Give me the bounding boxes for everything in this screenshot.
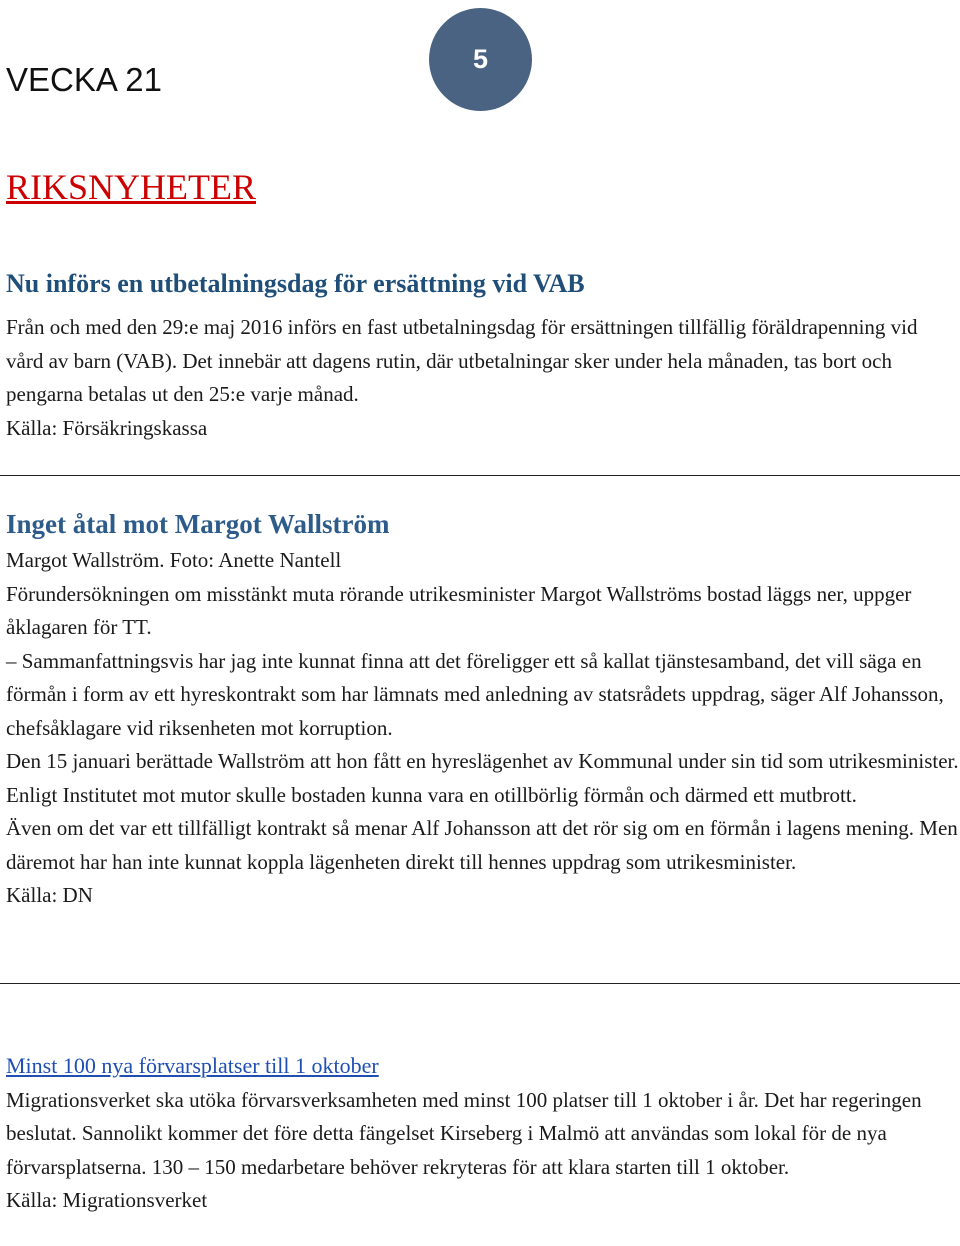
article-paragraph: Förundersökningen om misstänkt muta rörande utrikesminister Margot Wallströms bostad läggs ner, uppger åklagaren för TT. (6, 581, 912, 640)
article-body: Migrationsverket ska utöka förvarsverksamheten med minst 100 platser till 1 oktober i år. Det har regeringen beslutat. Sannolikt kommer det före detta fängelset Kirseberg i Malmö att användas som lokal för de nya förvarsplatserna. 130 – 150 medarbetare behöver rekryteras för att klara starten till 1 oktober. (6, 1087, 922, 1179)
article-paragraph: – Sammanfattningsvis har jag inte kunnat finna att det föreligger ett så kallat tjänstesamband, det vill säga en förmån i form av ett hyreskontrakt som har lämnats med anledning av statsrådets uppdrag, säger Alf Johansson, chefsåklagare vid riksenheten mot korruption. (6, 648, 944, 740)
divider-line (0, 475, 960, 476)
divider-line (0, 983, 960, 984)
article-source: Källa: DN (6, 883, 93, 908)
article-source: Källa: Försäkringskassa (6, 415, 208, 440)
article-headline: Inget åtal mot Margot Wallström (6, 509, 390, 539)
article-wallstrom (6, 508, 960, 913)
page-number-badge (429, 8, 532, 111)
photo-caption: Margot Wallström. Foto: Anette Nantell (6, 548, 342, 573)
article-forvar (6, 1050, 960, 1218)
page-number: 5 (472, 44, 489, 74)
week-title: VECKA 21 (6, 61, 162, 98)
article-paragraph: Den 15 januari berättade Wallström att hon fått en hyreslägenhet av Kommunal under sin tid som utrikesminister. Enligt Institutet mot mutor skulle bostaden kunna vara en otillbörlig förmån och därmed ett mutbrott. (6, 749, 959, 807)
article-headline-link[interactable]: Minst 100 nya förvarsplatser till 1 oktober (6, 1053, 379, 1078)
article-paragraph: Även om det var ett tillfälligt kontrakt så menar Alf Johansson att det rör sig om en förmån i lagens mening. Men däremot har han inte kunnat koppla lägenheten direkt till hennes uppdrag som utrikesminister. (6, 816, 958, 874)
section-title: RIKSNYHETER (6, 167, 256, 207)
article-vab (6, 268, 960, 445)
article-source: Källa: Migrationsverket (6, 1188, 208, 1213)
article-body: Från och med den 29:e maj 2016 införs en fast utbetalningsdag för ersättningen tillfällig föräldrapenning vid vård av barn (VAB). Det innebär att dagens rutin, där utbetalningar sker under hela månaden, tas bort och pengarna betalas ut den 25:e varje månad. (6, 315, 918, 407)
article-headline: Nu införs en utbetalningsdag för ersättning vid VAB (6, 269, 585, 298)
